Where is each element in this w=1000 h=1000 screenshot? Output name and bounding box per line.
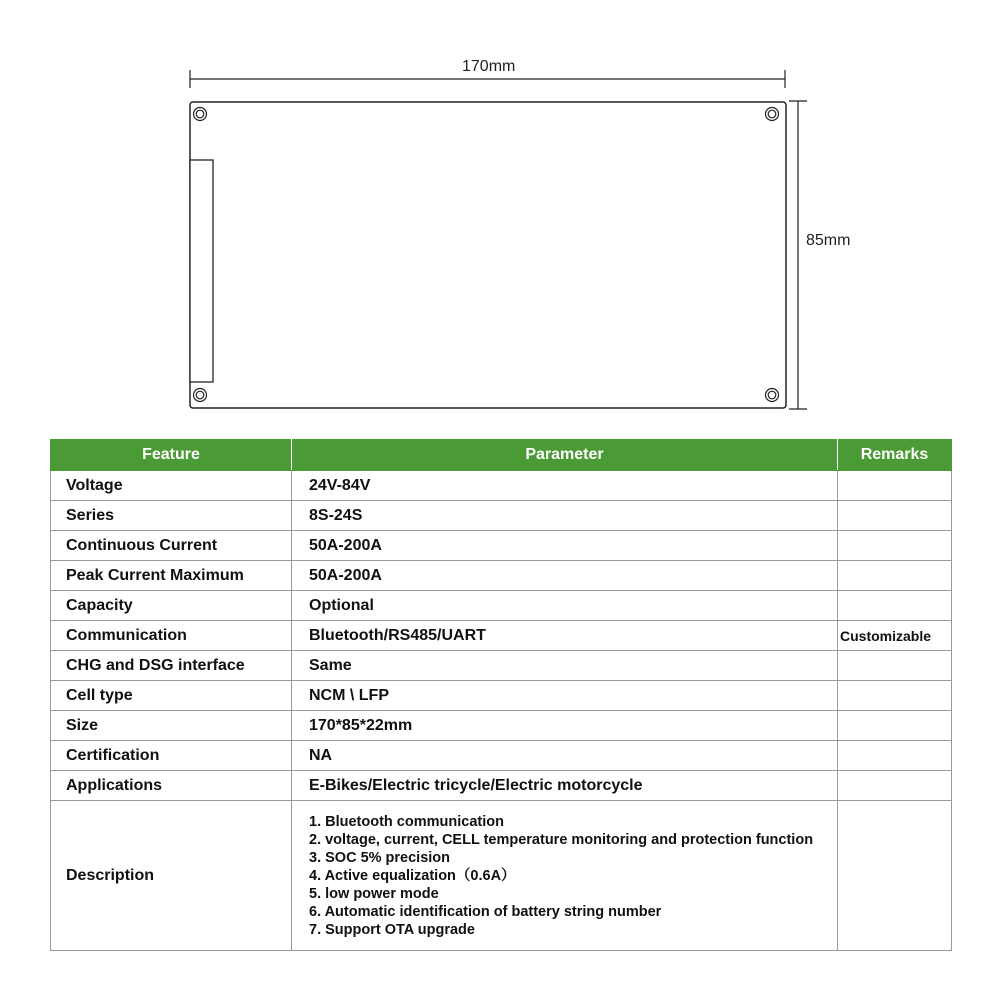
remarks-cell bbox=[838, 711, 952, 741]
parameter-cell: Same bbox=[292, 651, 838, 681]
table-header-row bbox=[51, 440, 952, 471]
table-row bbox=[51, 651, 952, 681]
remarks-cell bbox=[838, 561, 952, 591]
table-row bbox=[51, 681, 952, 711]
remarks-cell bbox=[838, 531, 952, 561]
description-item: 4. Active equalization（0.6A） bbox=[309, 867, 516, 884]
feature-cell: CHG and DSG interface bbox=[51, 651, 292, 681]
remarks-cell bbox=[838, 501, 952, 531]
feature-cell: Voltage bbox=[51, 471, 292, 501]
header-remarks: Remarks bbox=[838, 440, 952, 471]
height-dimension bbox=[789, 101, 807, 409]
description-item: 1. Bluetooth communication bbox=[309, 813, 504, 830]
feature-cell: Communication bbox=[51, 621, 292, 651]
table-row bbox=[51, 621, 952, 651]
description-row bbox=[51, 801, 952, 951]
description-item: 7. Support OTA upgrade bbox=[309, 921, 475, 938]
table-row bbox=[51, 531, 952, 561]
parameter-cell: E-Bikes/Electric tricycle/Electric motorcycle bbox=[292, 771, 838, 801]
feature-cell: Capacity bbox=[51, 591, 292, 621]
description-item: 2. voltage, current, CELL temperature monitoring and protection function bbox=[309, 831, 814, 848]
remarks-cell bbox=[838, 741, 952, 771]
feature-cell: Applications bbox=[51, 771, 292, 801]
parameter-cell: NA bbox=[292, 741, 838, 771]
spec-table bbox=[50, 439, 952, 951]
parameter-cell: Optional bbox=[292, 591, 838, 621]
table-row bbox=[51, 771, 952, 801]
feature-cell: Cell type bbox=[51, 681, 292, 711]
feature-cell: Description bbox=[51, 801, 292, 951]
table-row bbox=[51, 471, 952, 501]
feature-cell: Peak Current Maximum bbox=[51, 561, 292, 591]
header-feature: Feature bbox=[51, 440, 292, 471]
table-row bbox=[51, 591, 952, 621]
description-item: 5. low power mode bbox=[309, 885, 439, 902]
description-cell bbox=[292, 801, 838, 951]
height-label: 85mm bbox=[806, 232, 851, 249]
table-row bbox=[51, 561, 952, 591]
feature-cell: Size bbox=[51, 711, 292, 741]
remarks-cell bbox=[838, 801, 952, 951]
table-row bbox=[51, 501, 952, 531]
remarks-cell: Customizable bbox=[838, 621, 952, 651]
feature-cell: Certification bbox=[51, 741, 292, 771]
description-item: 3. SOC 5% precision bbox=[309, 849, 451, 866]
parameter-cell: 50A-200A bbox=[292, 561, 838, 591]
description-item: 6. Automatic identification of battery string number bbox=[309, 903, 662, 920]
remarks-cell bbox=[838, 681, 952, 711]
width-label: 170mm bbox=[462, 58, 516, 75]
description-list bbox=[309, 813, 837, 939]
feature-cell: Series bbox=[51, 501, 292, 531]
feature-cell: Continuous Current bbox=[51, 531, 292, 561]
remarks-cell bbox=[838, 591, 952, 621]
parameter-cell: NCM \ LFP bbox=[292, 681, 838, 711]
remarks-cell bbox=[838, 471, 952, 501]
parameter-cell: 50A-200A bbox=[292, 531, 838, 561]
remarks-cell bbox=[838, 651, 952, 681]
parameter-cell: Bluetooth/RS485/UART bbox=[292, 621, 838, 651]
table-row bbox=[51, 741, 952, 771]
parameter-cell: 170*85*22mm bbox=[292, 711, 838, 741]
table-row bbox=[51, 711, 952, 741]
remarks-cell bbox=[838, 771, 952, 801]
parameter-cell: 24V-84V bbox=[292, 471, 838, 501]
connector-outline bbox=[190, 160, 213, 382]
header-parameter: Parameter bbox=[292, 440, 838, 471]
parameter-cell: 8S-24S bbox=[292, 501, 838, 531]
board-outline bbox=[190, 102, 786, 408]
